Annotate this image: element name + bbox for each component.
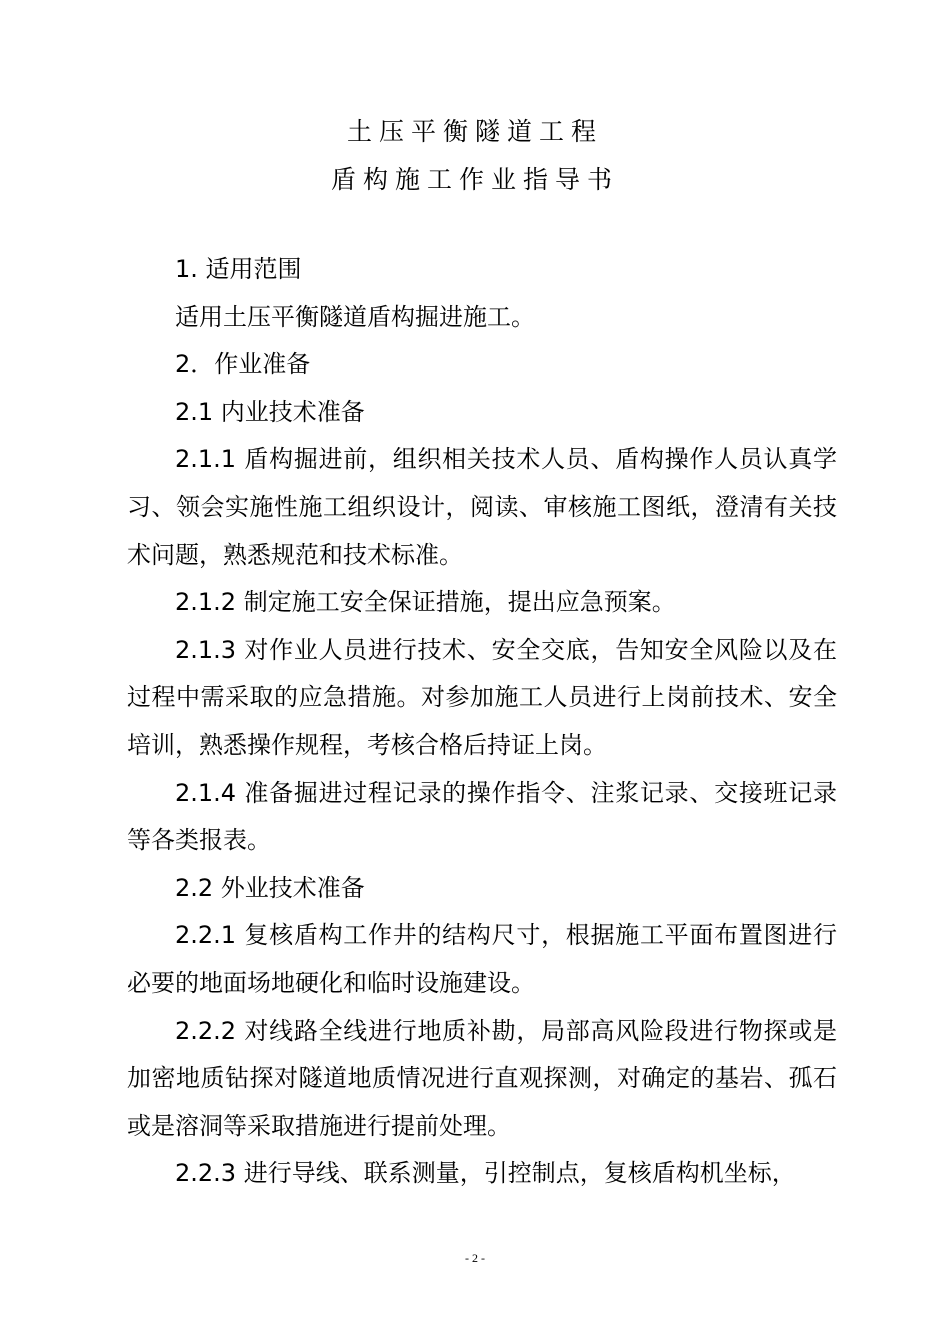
section-heading-2: 2．作业准备 [175,350,311,379]
title-line-2: 盾构施工作业指导书 [330,165,619,194]
paragraph-2-1-2: 2.1.2 制定施工安全保证措施，提出应急预案。 [175,588,676,617]
paragraph-2-1-1: 2.1.1 盾构掘进前，组织相关技术人员、盾构操作人员认真学习、领会实施性施工组织设计，阅读、审核施工图纸，澄清有关技术问题，熟悉规范和技术标准。 [127,445,837,569]
paragraph-2-2-2: 2.2.2 对线路全线进行地质补勘，局部高风险段进行物探或是加密地质钻探对隧道地质情况进行直观探测，对确定的基岩、孤石或是溶洞等采取措施进行提前处理。 [127,1016,837,1140]
paragraph-2-1-3: 2.1.3 对作业人员进行技术、安全交底，告知安全风险以及在过程中需采取的应急措施。对参加施工人员进行上岗前技术、安全培训，熟悉操作规程，考核合格后持证上岗。 [127,635,837,759]
paragraph-2-1-4: 2.1.4 准备掘进过程记录的操作指令、注浆记录、交接班记录等各类报表。 [127,778,837,855]
page-number: - 2 - [465,1251,485,1265]
subsection-heading-2-1: 2.1 内业技术准备 [175,397,365,426]
paragraph-2-2-3: 2.2.3 进行导线、联系测量，引控制点，复核盾构机坐标， [175,1159,796,1188]
document-title [0,108,950,204]
subsection-heading-2-2: 2.2 外业技术准备 [175,873,365,902]
title-line-1: 土压平衡隧道工程 [346,117,603,146]
paragraph-scope: 适用土压平衡隧道盾构掘进施工。 [175,302,535,331]
document-body [127,246,837,1198]
paragraph-2-2-1: 2.2.1 复核盾构工作井的结构尺寸，根据施工平面布置图进行必要的地面场地硬化和临时设施建设。 [127,921,837,997]
section-heading-1: 1. 适用范围 [175,255,302,283]
